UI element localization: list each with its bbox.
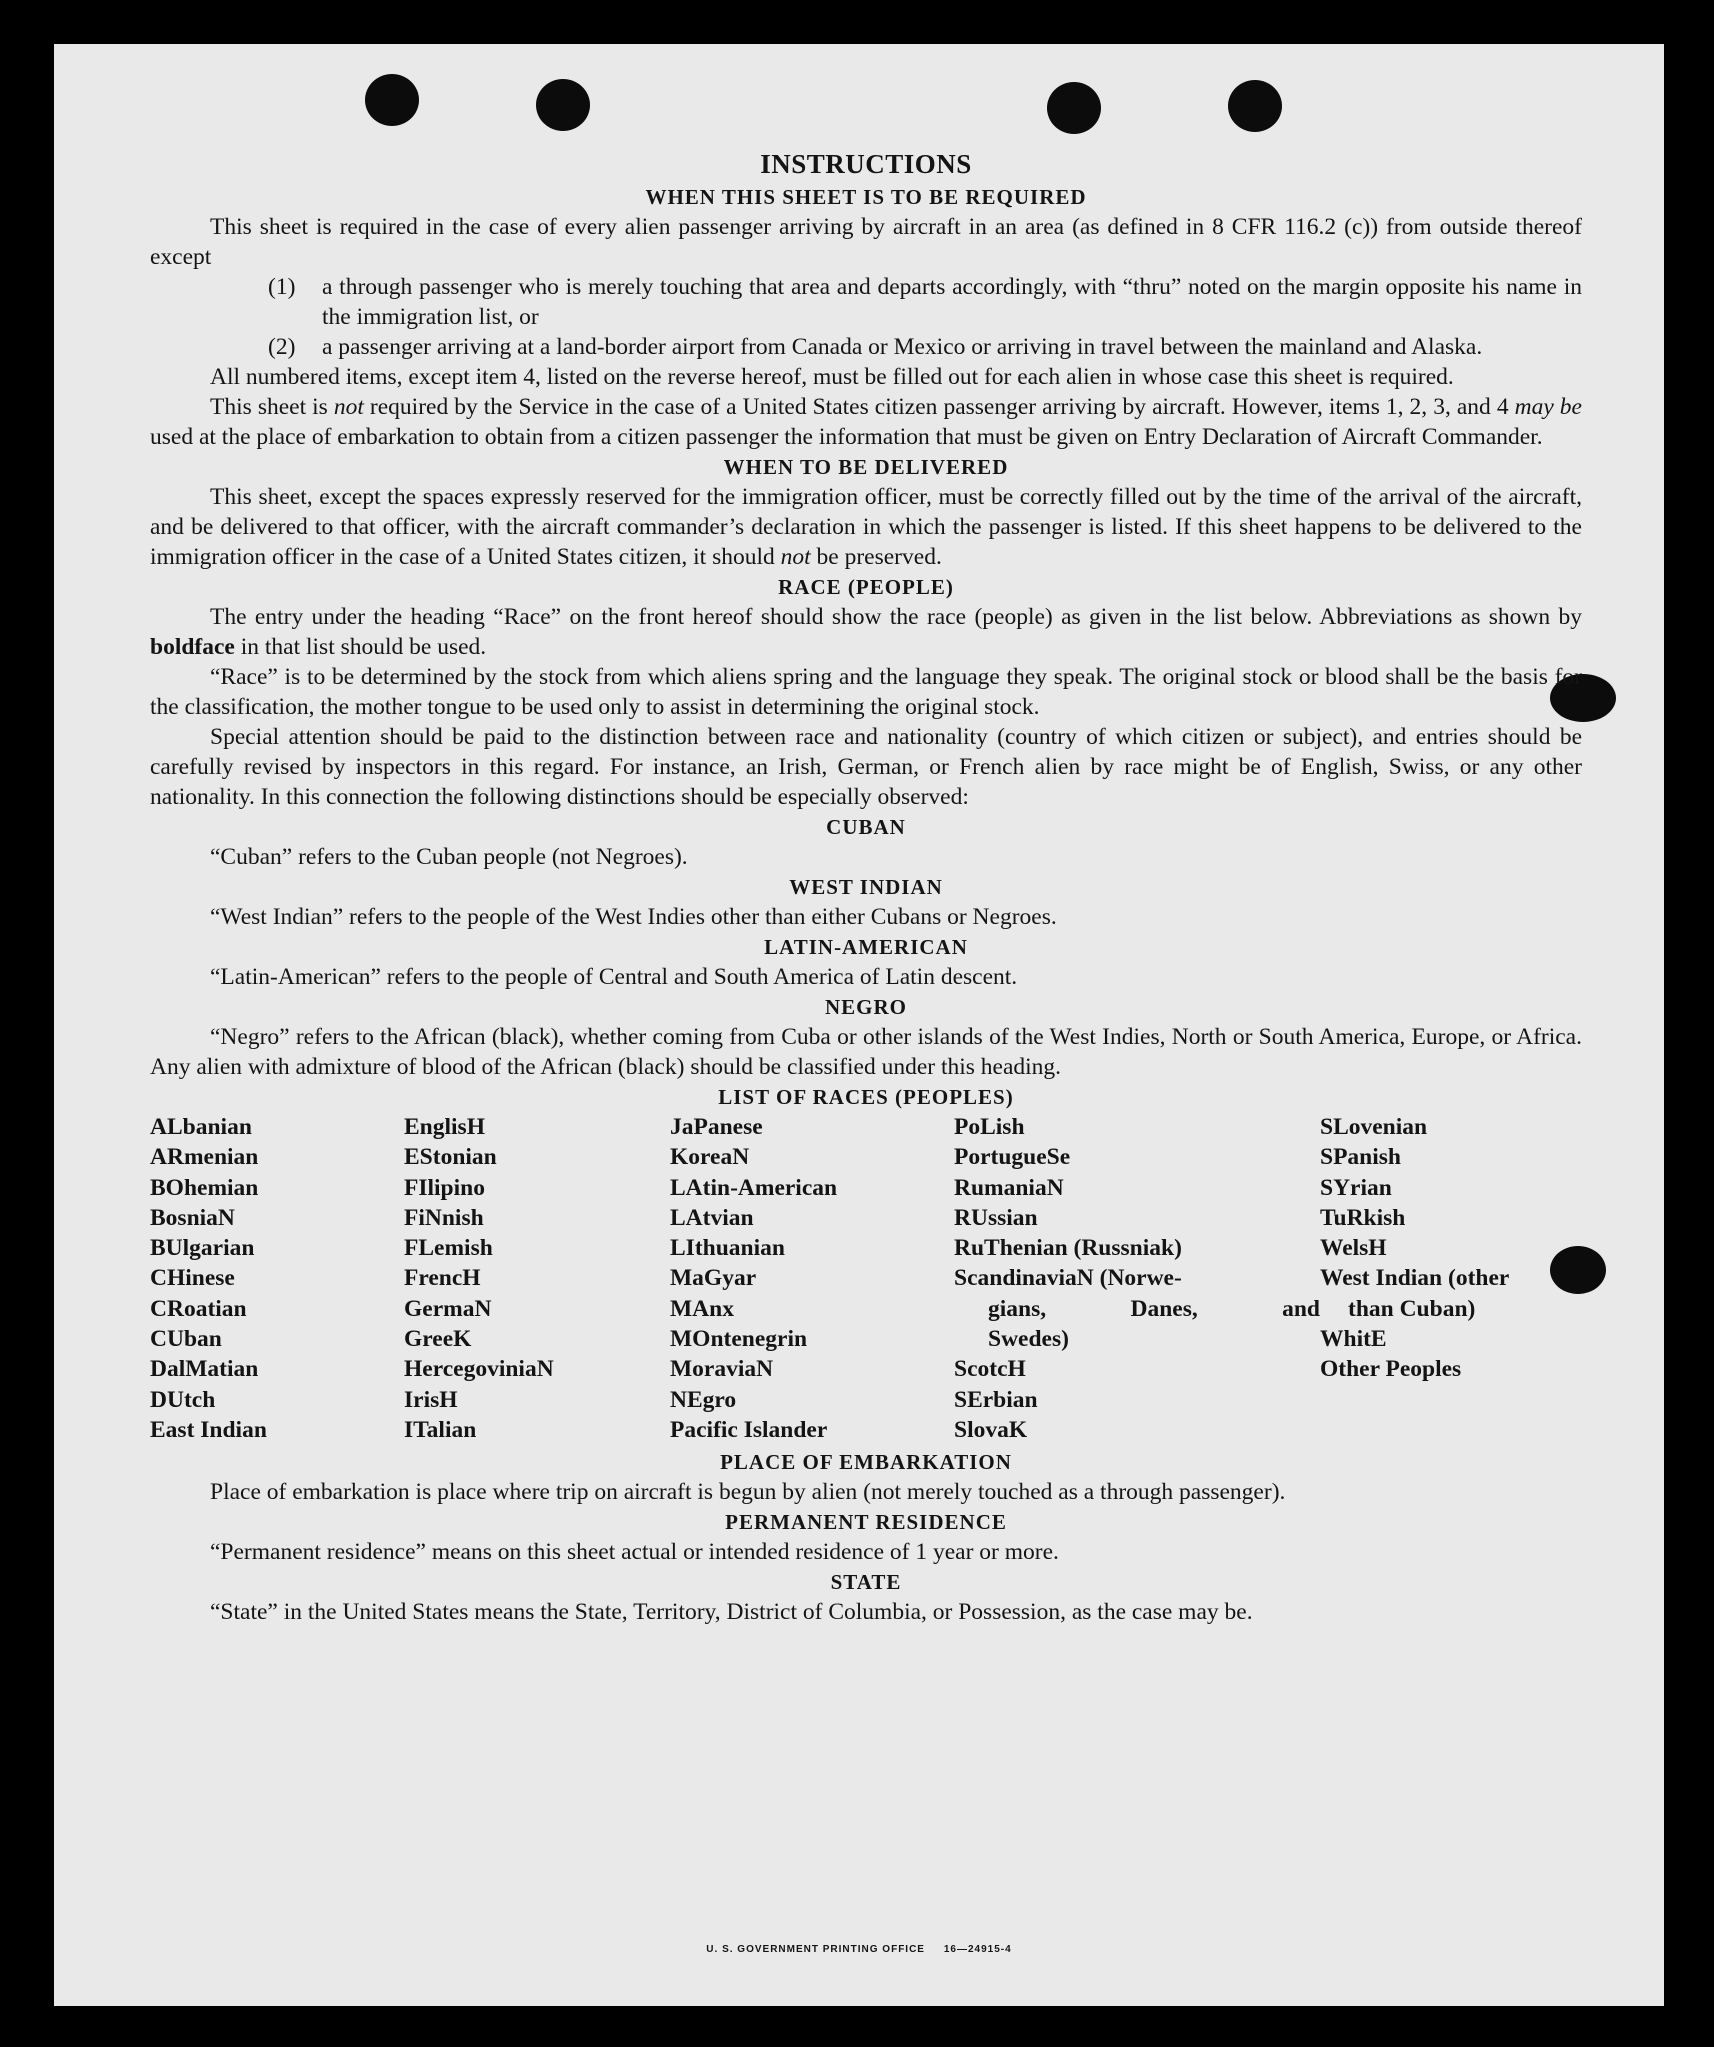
race-entry: DUtch [150, 1386, 216, 1413]
item-text: a passenger arriving at a land-border airport from Canada or Mexico or arriving in travel between the mainland and Alaska. [322, 334, 1483, 360]
list-item [268, 332, 1582, 362]
item-number: (1) [268, 274, 296, 300]
paragraph: This sheet is required in the case of every alien passenger arriving by aircraft in an area (as defined in 8 CFR 116.2 (c)) from outside thereof except [150, 214, 1582, 270]
race-entry: GreeK [404, 1326, 472, 1353]
race-entry-continued: gians, Danes, and [988, 1295, 1320, 1322]
race-entry: FiNnish [404, 1204, 484, 1231]
race-entry: WhitE [1320, 1326, 1387, 1353]
paragraph: The entry under the heading “Race” on the front hereof should show the race (people) as given in the list below. Abbreviations as shown by boldface in that list should be used. [150, 604, 1582, 660]
race-entry: RUssian [954, 1204, 1038, 1231]
paragraph: This sheet is not required by the Service in the case of a United States citizen passenger arriving by aircraft. However, items 1, 2, 3, and 4 may be used at the place of embarkation to obtain from a citizen passenger the information that must be given on Entry Declaration of Aircraft Commander. [150, 394, 1582, 450]
section-heading-negro: NEGRO [824, 995, 907, 1019]
race-entry: EnglisH [404, 1114, 485, 1140]
list-item [268, 272, 1582, 332]
race-entry: SYrian [1320, 1174, 1392, 1201]
section-heading-residence: PERMANENT RESIDENCE [725, 1510, 1007, 1535]
race-entry-continued: Swedes) [988, 1326, 1069, 1353]
race-entry: JaPanese [670, 1114, 763, 1140]
race-entry: HercegoviniaN [404, 1356, 554, 1383]
race-entry: NEgro [670, 1386, 737, 1413]
punch-hole [536, 79, 590, 131]
paragraph: “West Indian” refers to the people of the West Indies other than either Cubans or Negroes. [210, 904, 1057, 930]
section-heading-required: WHEN THIS SHEET IS TO BE REQUIRED [645, 185, 1087, 209]
race-entry: EStonian [404, 1144, 497, 1171]
paragraph: “Negro” refers to the African (black), whether coming from Cuba or other islands of the West Indies, North or South America, Europe, or Africa. Any alien with admixture of blood of the African (black) should be classified under this heading. [150, 1024, 1582, 1080]
race-entry: CUban [150, 1326, 222, 1353]
section-heading-race: RACE (PEOPLE) [778, 575, 954, 599]
race-entry: Pacific Islander [670, 1416, 828, 1443]
paragraph: “Cuban” refers to the Cuban people (not Negroes). [210, 844, 688, 870]
race-entry: BUlgarian [150, 1235, 255, 1262]
race-entry: BOhemian [150, 1174, 259, 1201]
race-entry: ARmenian [150, 1144, 259, 1171]
races-column [1320, 1112, 1582, 1445]
race-entry: PoLish [954, 1114, 1025, 1140]
punch-hole [1228, 80, 1282, 132]
race-entry: SlovaK [954, 1416, 1028, 1443]
race-entry: MOntenegrin [670, 1326, 808, 1353]
race-entry: GermaN [404, 1295, 492, 1322]
races-list [150, 1112, 1582, 1445]
race-entry: SLovenian [1320, 1114, 1428, 1140]
section-heading-embarkation: PLACE OF EMBARKATION [720, 1450, 1012, 1475]
race-entry: TuRkish [1320, 1204, 1406, 1231]
race-entry: PortugueSe [954, 1144, 1071, 1171]
race-entry: East Indian [150, 1416, 267, 1443]
paragraph: “Latin-American” refers to the people of Central and South America of Latin descent. [210, 964, 1018, 990]
race-entry: RumaniaN [954, 1174, 1064, 1201]
punch-hole [365, 74, 419, 126]
section-heading-cuban: CUBAN [826, 815, 906, 839]
races-column [670, 1112, 954, 1445]
paragraph: “Permanent residence” means on this sheet actual or intended residence of 1 year or more. [210, 1539, 1059, 1566]
paragraph: “Race” is to be determined by the stock from which aliens spring and the language they speak. The original stock or blood shall be the basis for the classification, the mother tongue to be used only to assist in determining the original stock. [150, 664, 1582, 720]
race-entry: ScandinaviaN (Norwe- [954, 1265, 1182, 1292]
race-entry: IrisH [404, 1386, 458, 1413]
race-entry: MAnx [670, 1295, 734, 1322]
race-entry: LAtin-American [670, 1174, 838, 1201]
race-entry-continued: than Cuban) [1348, 1295, 1476, 1322]
item-number: (2) [268, 334, 296, 360]
instructions-text [150, 146, 1582, 1627]
race-entry: ITalian [404, 1416, 477, 1443]
race-entry: WelsH [1320, 1235, 1387, 1262]
item-text: a through passenger who is merely touching that area and departs accordingly, with “thru” noted on the margin opposite his name in the immigration list, or [322, 274, 1582, 330]
race-entry: ScotcH [954, 1356, 1026, 1383]
race-entry: Other Peoples [1320, 1356, 1462, 1383]
page-title: INSTRUCTIONS [760, 149, 972, 179]
race-entry: ALbanian [150, 1114, 252, 1140]
document-page [54, 44, 1664, 2006]
race-entry: SErbian [954, 1386, 1038, 1413]
paragraph: All numbered items, except item 4, listed on the reverse hereof, must be filled out for each alien in whose case this sheet is required. [210, 364, 1454, 390]
race-entry: FIlipino [404, 1174, 485, 1201]
printer-imprint: U. S. GOVERNMENT PRINTING OFFICE 16—24915-4 [706, 1944, 1012, 1955]
race-entry: West Indian (other [1320, 1265, 1510, 1292]
races-column [404, 1112, 670, 1445]
race-entry: LIthuanian [670, 1235, 785, 1262]
paragraph: This sheet, except the spaces expressly reserved for the immigration officer, must be correctly filled out by the time of the arrival of the aircraft, and be delivered to that officer, with the aircraft commander’s declaration in which the passenger is listed. If this sheet happens to be delivered to the immigration officer in the case of a United States citizen, it should not be preserved. [150, 484, 1582, 570]
section-heading-state: STATE [830, 1570, 902, 1595]
race-entry: FrencH [404, 1265, 481, 1292]
race-entry: CHinese [150, 1265, 235, 1292]
section-heading-west-indian: WEST INDIAN [789, 875, 943, 899]
races-column [954, 1112, 1320, 1445]
race-entry: MaGyar [670, 1265, 757, 1292]
section-heading-delivered: WHEN TO BE DELIVERED [723, 455, 1009, 479]
race-entry: SPanish [1320, 1144, 1401, 1171]
race-entry: RuThenian (Russniak) [954, 1235, 1182, 1262]
race-entry: CRoatian [150, 1295, 247, 1322]
paragraph: Special attention should be paid to the distinction between race and nationality (country of which citizen or subject), and entries should be carefully revised by inspectors in this regard. For instance, an Irish, German, or French alien by race might be of English, Swiss, or any other nationality. In this connection the following distinctions should be especially observed: [150, 724, 1582, 810]
race-entry: KoreaN [670, 1144, 750, 1171]
race-entry: LAtvian [670, 1204, 754, 1231]
race-entry: MoraviaN [670, 1356, 774, 1383]
section-heading-races-list: LIST OF RACES (PEOPLES) [718, 1085, 1014, 1109]
race-entry: FLemish [404, 1235, 493, 1262]
race-entry: BosniaN [150, 1204, 235, 1231]
punch-hole [1047, 82, 1101, 134]
paragraph: Place of embarkation is place where trip on aircraft is begun by alien (not merely touched as a through passenger). [210, 1479, 1286, 1506]
races-column [150, 1112, 404, 1445]
paragraph: “State” in the United States means the State, Territory, District of Columbia, or Possession, as the case may be. [210, 1599, 1253, 1626]
section-heading-latin-american: LATIN-AMERICAN [764, 935, 968, 959]
race-entry: DalMatian [150, 1356, 259, 1383]
